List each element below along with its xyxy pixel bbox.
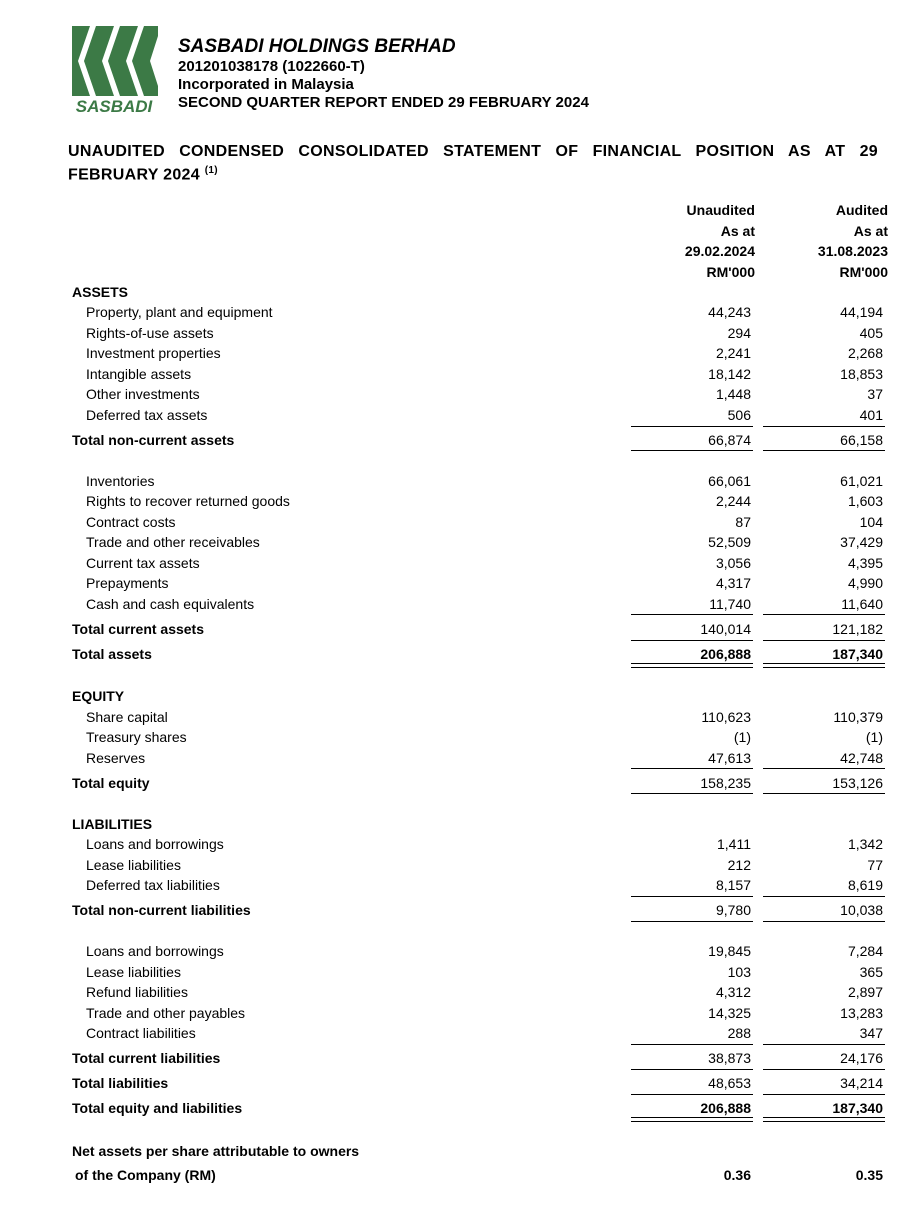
- table-row: Intangible assets 18,142 18,853: [86, 366, 883, 382]
- table-row: Trade and other payables 14,325 13,283: [86, 1005, 883, 1021]
- net-assets-label-line1: Net assets per share attributable to owners: [72, 1143, 360, 1159]
- company-info: [178, 36, 589, 112]
- table-row: Lease liabilities 103 365: [86, 964, 883, 980]
- double-rule: [631, 1117, 753, 1122]
- report-period: SECOND QUARTER REPORT ENDED 29 FEBRUARY 2024: [178, 94, 589, 111]
- table-row: Lease liabilities 212 77: [86, 857, 883, 873]
- subtotal-row: Total current liabilities 38,873 24,176: [72, 1050, 883, 1066]
- total-row: Total assets 206,888 187,340: [72, 646, 883, 662]
- rule: [631, 450, 753, 451]
- double-rule: [763, 1117, 885, 1122]
- table-row: Current tax assets 3,056 4,395: [86, 555, 883, 571]
- column-header-prior: [818, 200, 888, 282]
- column-as-at: As at: [853, 222, 888, 239]
- sasbadi-logo: [68, 26, 160, 118]
- section-liabilities: LIABILITIES: [72, 816, 153, 832]
- rule: [763, 640, 885, 641]
- subtotal-row: Total current assets 140,014 121,182: [72, 621, 883, 637]
- rule: [763, 1069, 885, 1070]
- table-row: Loans and borrowings 19,845 7,284: [86, 943, 883, 959]
- table-row: Contract liabilities 288 347: [86, 1025, 883, 1041]
- report-header: [68, 26, 868, 120]
- rule: [631, 614, 753, 615]
- rule: [763, 614, 885, 615]
- table-row: Prepayments 4,317 4,990: [86, 575, 883, 591]
- table-row: Treasury shares (1) (1): [86, 729, 883, 745]
- table-row: Property, plant and equipment 44,243 44,194: [86, 304, 883, 320]
- rule: [763, 450, 885, 451]
- rule: [631, 426, 753, 427]
- net-assets-label-line2: of the Company (RM): [75, 1167, 216, 1183]
- title-footnote: (1): [204, 165, 218, 176]
- table-row: Rights to recover returned goods 2,244 1,603: [86, 493, 883, 509]
- column-date: 29.02.2024: [684, 243, 755, 259]
- company-name: SASBADI HOLDINGS BERHAD: [178, 36, 456, 57]
- net-assets-row: 0.36 0.35: [723, 1167, 883, 1183]
- rule: [763, 921, 885, 922]
- subtotal-row: Total non-current assets 66,874 66,158: [72, 432, 883, 448]
- rule: [631, 640, 753, 641]
- table-row: Rights-of-use assets 294 405: [86, 325, 883, 341]
- table-row: Refund liabilities 4,312 2,897: [86, 984, 883, 1000]
- table-row: Cash and cash equivalents 11,740 11,640: [86, 596, 883, 612]
- rule: [763, 1094, 885, 1095]
- column-unit: RM'000: [706, 263, 755, 280]
- table-row: Deferred tax assets 506 401: [86, 407, 883, 423]
- table-row: Share capital 110,623 110,379: [86, 709, 883, 725]
- table-row: Deferred tax liabilities 8,157 8,619: [86, 877, 883, 893]
- rule: [631, 1069, 753, 1070]
- rule: [763, 768, 885, 769]
- column-date: 31.08.2023: [817, 243, 888, 259]
- statement-title-text: UNAUDITED CONDENSED CONSOLIDATED STATEMENT OF FINANCIAL POSITION AS AT 29 FEBRUARY 2024: [68, 143, 878, 184]
- rule: [763, 426, 885, 427]
- table-row: Inventories 66,061 61,021: [86, 473, 883, 489]
- subtotal-row: Total non-current liabilities 9,780 10,038: [72, 902, 883, 918]
- rule: [631, 1044, 753, 1045]
- rule: [763, 896, 885, 897]
- subtotal-row: Total liabilities 48,653 34,214: [72, 1075, 883, 1091]
- rule: [631, 793, 753, 794]
- rule: [631, 768, 753, 769]
- svg-text:SASBADI: SASBADI: [75, 97, 153, 116]
- rule: [631, 896, 753, 897]
- statement-title: [68, 142, 878, 184]
- rule: [763, 793, 885, 794]
- registration-number: 201201038178 (1022660-T): [178, 58, 365, 75]
- subtotal-row: Total equity 158,235 153,126: [72, 775, 883, 791]
- table-row: Reserves 47,613 42,748: [86, 750, 883, 766]
- rule: [763, 1044, 885, 1045]
- rule: [631, 921, 753, 922]
- column-status: Unaudited: [686, 202, 755, 218]
- column-header-current: [685, 200, 755, 282]
- table-row: Other investments 1,448 37: [86, 386, 883, 402]
- table-row: Trade and other receivables 52,509 37,429: [86, 534, 883, 550]
- table-row: Contract costs 87 104: [86, 514, 883, 530]
- section-assets: ASSETS: [72, 284, 129, 300]
- rule: [631, 1094, 753, 1095]
- column-unit: RM'000: [839, 263, 888, 280]
- table-row: Investment properties 2,241 2,268: [86, 345, 883, 361]
- section-equity: EQUITY: [72, 688, 125, 704]
- table-row: Loans and borrowings 1,411 1,342: [86, 836, 883, 852]
- double-rule: [631, 663, 753, 668]
- column-as-at: As at: [720, 222, 755, 239]
- total-row: Total equity and liabilities 206,888 187,340: [72, 1100, 883, 1116]
- column-status: Audited: [835, 202, 888, 218]
- double-rule: [763, 663, 885, 668]
- incorporation: Incorporated in Malaysia: [178, 76, 354, 93]
